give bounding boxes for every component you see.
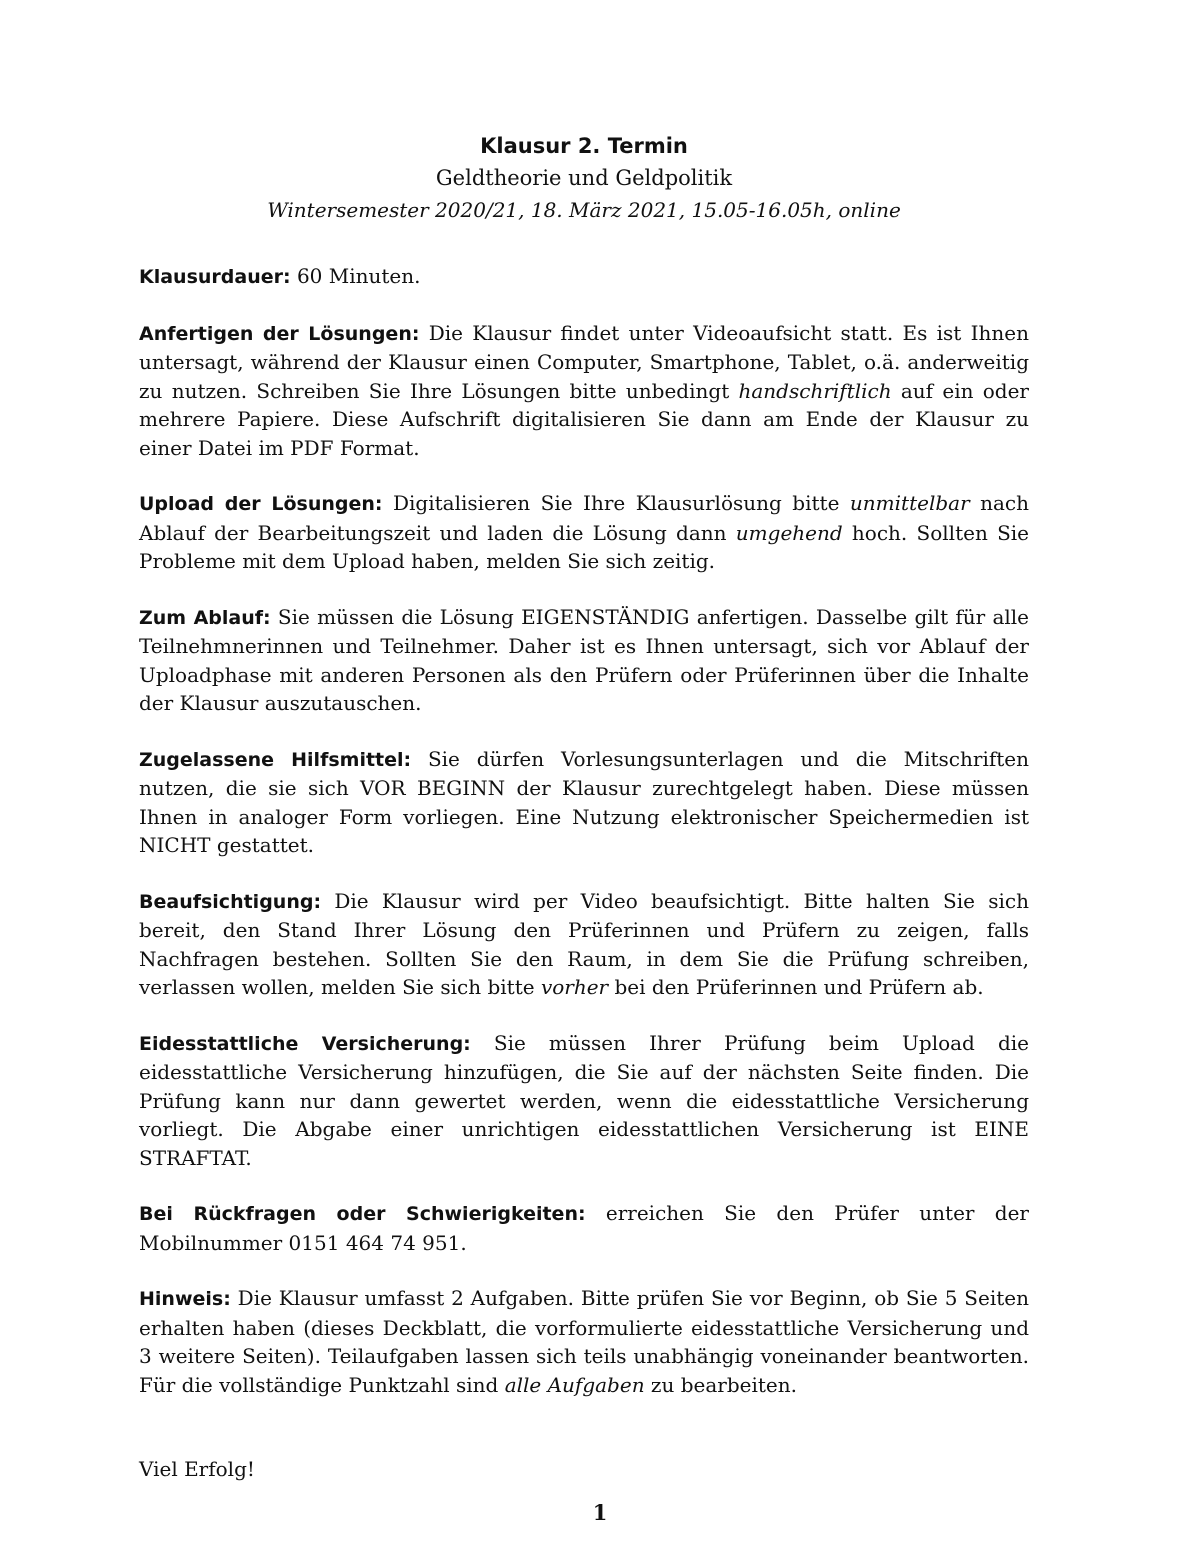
section-text: bei den Prüferinnen und Prüfern ab. bbox=[608, 975, 984, 999]
document-subtitle: Geldtheorie und Geldpolitik bbox=[435, 166, 733, 190]
emphasis-text: handschriftlich bbox=[738, 378, 892, 403]
section-label: Klausurdauer: bbox=[139, 266, 291, 288]
section-text: Sie dürfen Vorlesungsunterlagen und die Mitschriften nutzen, die sie sich VOR BEGINN der Klausur zurechtgelegt haben. Diese müssen Ihnen in analoger Form vorliegen. Eine Nutzung elektronischer Speichermedien ist NICHT gestattet. bbox=[139, 746, 1029, 857]
document-page bbox=[139, 130, 1029, 1484]
section-label: Bei Rückfragen oder Schwierigkeiten: bbox=[139, 1203, 586, 1225]
emphasis-text: alle Aufgaben bbox=[504, 1372, 645, 1397]
section-upload bbox=[139, 489, 1029, 576]
emphasis-text: unmittelbar bbox=[849, 491, 970, 515]
section-label: Zum Ablauf: bbox=[139, 606, 271, 629]
section-text: Sie müssen Ihrer Prüfung beim Upload die eidesstattliche Versicherung hinzufügen, die Sie auf der nächsten Seite finden. Die Prüfung kann nur dann gewertet werden, wenn die eidesstattliche Versicherung vorliegt. Die Abgabe einer unrichtigen eidesstattlichen Versicherung ist EINE STRAFTAT. bbox=[139, 1030, 1029, 1170]
section-permitted-aids bbox=[139, 745, 1029, 860]
section-text: hoch. Sollten Sie Probleme mit dem Upload haben, melden Sie sich zeitig. bbox=[139, 520, 1029, 573]
section-text: Die Klausur umfasst 2 Aufgaben. Bitte prüfen Sie vor Beginn, ob Sie 5 Seiten erhalten haben (dieses Deckblatt, die vorformulierte eidesstattliche Versicherung und 3 weitere Seiten). Teilaufgaben lassen sich teils unabhängig voneinander beantworten. Für die vollständige Punktzahl sind bbox=[139, 1286, 1029, 1397]
section-text: nach Ablauf der Bearbeitungszeit und laden die Lösung dann bbox=[139, 491, 1029, 545]
section-text: auf ein oder mehrere Papiere. Diese Aufschrift digitalisieren Sie dann am Ende der Klausur zu einer Datei im PDF Format. bbox=[139, 378, 1029, 460]
section-text: Sie müssen die Lösung EIGENSTÄNDIG anfertigen. Dasselbe gilt für alle Teilnehmnerinnen und Teilnehmer. Daher ist es Ihnen untersagt, sich vor Ablauf der Uploadphase mit anderen Personen als den Prüfern oder Prüferinnen über die Inhalte der Klausur auszutauschen. bbox=[139, 604, 1029, 715]
section-label: Zugelassene Hilfsmittel: bbox=[139, 748, 412, 771]
section-text: Die Klausur findet unter Videoaufsicht statt. Es ist Ihnen untersagt, während der Klausur einen Computer, Smartphone, Tablet, o.ä. anderweitig zu nutzen. Schreiben Sie Ihre Lösungen bitte unbedingt bbox=[139, 320, 1029, 403]
section-label: Beaufsichtigung: bbox=[139, 890, 322, 913]
section-process bbox=[139, 603, 1029, 718]
document-meta: Wintersemester 2020/21, 18. März 2021, 15.05-16.05h, online bbox=[267, 198, 901, 222]
section-text: 60 Minuten. bbox=[290, 264, 421, 288]
section-text: Digitalisieren Sie Ihre Klausurlösung bitte bbox=[382, 491, 850, 515]
page-number: 1 bbox=[592, 1500, 608, 1525]
section-duration bbox=[139, 262, 1029, 292]
section-text: zu bearbeiten. bbox=[644, 1372, 797, 1397]
document-title: Klausur 2. Termin bbox=[480, 134, 688, 158]
section-label: Hinweis: bbox=[139, 1288, 231, 1310]
section-label: Anfertigen der Lösungen: bbox=[139, 322, 420, 345]
section-preparation bbox=[139, 319, 1029, 463]
section-label: Eidesstattliche Versicherung: bbox=[139, 1032, 471, 1055]
closing-text: Viel Erfolg! bbox=[139, 1457, 255, 1481]
section-note bbox=[139, 1284, 1029, 1399]
section-text: erreichen Sie den Prüfer unter der Mobilnummer 0151 464 74 951. bbox=[139, 1201, 1029, 1255]
document-header bbox=[139, 130, 1029, 226]
section-questions bbox=[139, 1199, 1029, 1257]
section-label: Upload der Lösungen: bbox=[139, 493, 383, 515]
section-supervision bbox=[139, 887, 1029, 1002]
emphasis-text: umgehend bbox=[735, 520, 843, 545]
section-text: Die Klausur wird per Video beaufsichtigt. Bitte halten Sie sich bereit, den Stand Ihrer Lösung den Prüferinnen und Prüfern zu zeigen, falls Nachfragen bestehen. Sollten Sie den Raum, in dem Sie die Prüfung schreiben, verlassen wollen, melden Sie sich bitte bbox=[139, 888, 1029, 999]
emphasis-text: vorher bbox=[540, 975, 609, 999]
section-affidavit bbox=[139, 1029, 1029, 1173]
